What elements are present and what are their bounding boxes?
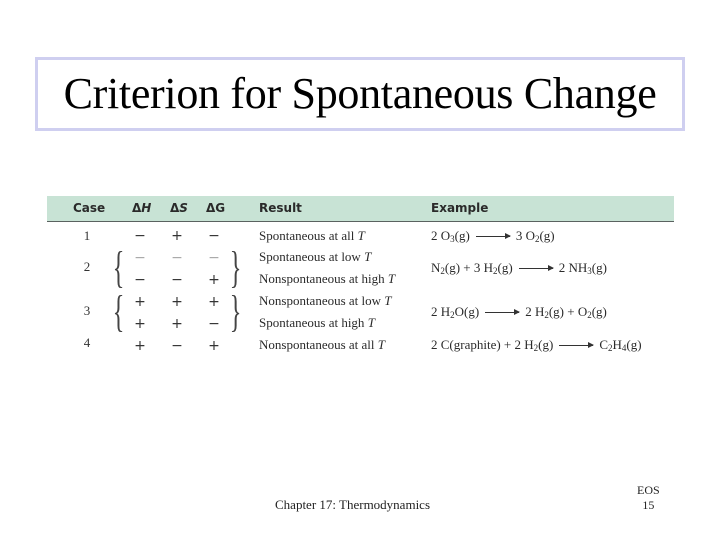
left-brace-case-2: { [112,243,125,292]
reaction-arrow-icon [519,268,553,269]
header-case: Case [73,201,106,215]
case-number-3: 3 [83,303,91,318]
slide-title: Criterion for Spontaneous Change [63,69,657,118]
sign-ds-row1: + [171,228,183,244]
header-example: Example [431,201,489,215]
reaction-arrow-icon [476,236,510,237]
sign-dh-row2a: − [134,250,146,266]
sign-ds-row2a: − [171,250,183,266]
table-body [47,222,674,354]
sign-ds-row3b: + [171,316,183,332]
table-header [47,196,674,222]
sign-dh-row3a: + [134,294,146,310]
sign-ds-row3a: + [171,294,183,310]
result-row2a: Spontaneous at low T [259,249,372,264]
result-row2b: Nonspontaneous at high T [259,271,396,286]
result-row4: Nonspontaneous at all T [259,337,386,352]
header-delta-s: ΔS [170,201,188,215]
example-case-3: 2 $H_2O(g)$ 2 $H_2(g) + O_2(g)$ [431,304,607,320]
sign-ds-row4: − [171,338,183,354]
slide-title-box [35,57,685,131]
sign-ds-row2b: − [171,272,183,288]
case-number-2: 2 [83,259,91,274]
sign-dh-row1: − [134,228,146,244]
sign-dh-row2b: − [134,272,146,288]
sign-dg-row2b: + [208,272,220,288]
sign-dg-row4: + [208,338,220,354]
header-result: Result [259,201,302,215]
case-number-1: 1 [83,228,91,243]
result-row3b: Spontaneous at high T [259,315,375,330]
example-case-1: 2 $O_3(g)$ 3 $O_2(g)$ [431,228,555,244]
spontaneity-table [47,196,674,354]
reaction-arrow-icon [559,345,593,346]
result-row1: Spontaneous at all T [259,228,365,243]
page-number: 15 [642,498,655,512]
left-brace-case-3: { [112,287,125,336]
footer-label: EOS [637,483,660,497]
result-row3a: Nonspontaneous at low T [259,293,392,308]
header-delta-h: ΔH [132,201,152,215]
sign-dg-row2a: − [208,250,220,266]
sign-dg-row1: − [208,228,220,244]
sign-dh-row3b: + [134,316,146,332]
example-case-2: $N_2(g) + 3$ $H_2(g)$ 2 $NH_3(g)$ [431,260,607,276]
sign-dg-row3b: − [208,316,220,332]
sign-dh-row4: + [134,338,146,354]
reaction-arrow-icon [485,312,519,313]
footer-page [637,483,660,513]
case-number-4: 4 [83,335,91,350]
footer-chapter: Chapter 17: Thermodynamics [275,497,431,512]
right-brace-case-2: } [229,243,242,292]
example-case-4: 2 C(graphite) + 2 $H_2(g)$ $C_2H_4(g)$ [431,337,642,353]
right-brace-case-3: } [229,287,242,336]
header-delta-g: ΔG [206,201,226,215]
sign-dg-row3a: + [208,294,220,310]
